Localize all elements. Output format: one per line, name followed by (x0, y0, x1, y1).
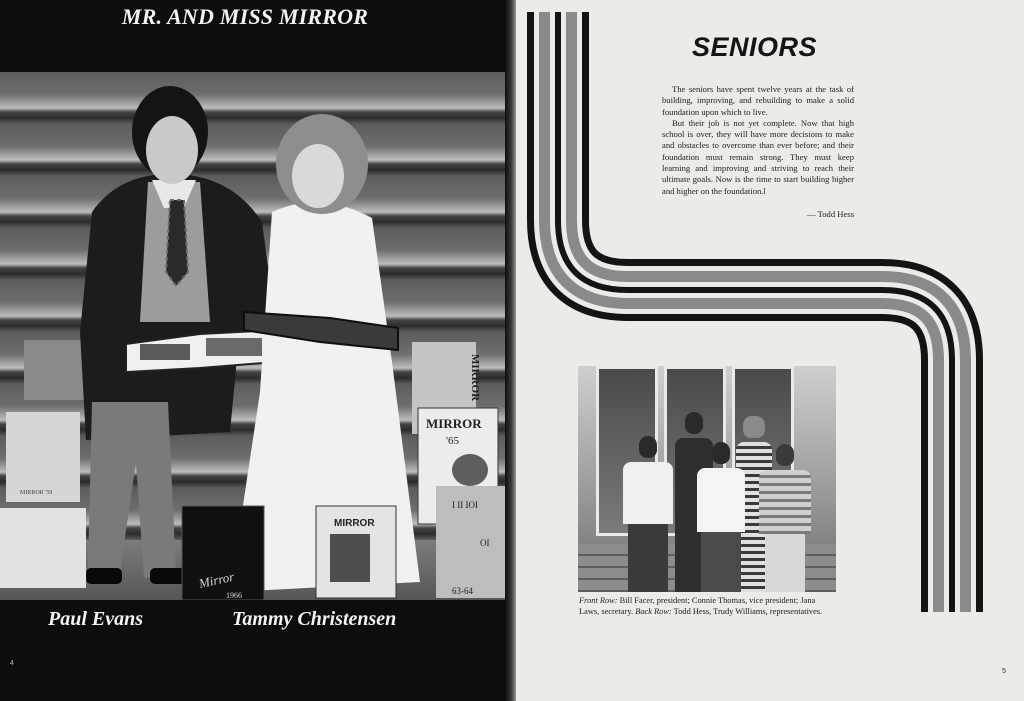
mirror-65-title: MIRROR (426, 416, 482, 431)
mirror-1966-year: 1966 (226, 591, 242, 600)
person-head (776, 444, 794, 466)
mirror-yearbook-art (330, 534, 370, 582)
intro-paragraph-1: The seniors have spent twelve years at the task of building, improving, and rebuilding to make a solid foundation upon which to live. (662, 84, 854, 117)
person-head (743, 416, 765, 438)
person-front-right (758, 444, 812, 592)
seniors-title: SENIORS (692, 32, 818, 62)
white-book (0, 508, 86, 588)
pennant-text-1: I II IOI (452, 500, 478, 510)
mr-miss-mirror-photo (0, 72, 505, 600)
mirror-banner-text: MIRROR (469, 354, 481, 402)
honoree-male-name: Paul Evans (48, 608, 144, 630)
person-head (639, 436, 657, 458)
person-pants (765, 534, 805, 592)
person-shirt (623, 462, 673, 524)
female-face (292, 144, 344, 208)
male-trousers (88, 402, 176, 578)
person-front-left (622, 436, 674, 592)
person-jeans (701, 532, 741, 592)
left-page-title: MR. AND MISS MIRROR (121, 4, 369, 29)
mascot-drawing (452, 454, 488, 486)
right-page (516, 0, 1024, 701)
mirror-1966-title: Mirror (197, 568, 236, 591)
person-jeans (628, 524, 668, 592)
honoree-female-name: Tammy Christensen (232, 608, 397, 630)
intro-byline: — Todd Hess (807, 209, 854, 219)
book-stack (24, 340, 90, 400)
person-shirt (697, 468, 745, 532)
intro-paragraph-2: But their job is not yet complete. Now that high school is over, they will have more decisions to make and obstacles to overcome than ever before; and their foundation must remain strong. They must keep learning and improving and striving to reach their ultimate goals. Now is the time to start building higher and higher on the foundation.l (662, 117, 854, 196)
old-yearbook (6, 412, 80, 502)
page-number-right: 5 (1002, 668, 1006, 675)
person-head (685, 412, 703, 434)
person-head (712, 442, 730, 464)
male-shoe-left (86, 568, 122, 584)
male-tie (166, 200, 188, 286)
pennant-text-3: 63-64 (452, 586, 473, 596)
photo-caption (579, 596, 837, 617)
photo-figures (0, 72, 505, 600)
person-front-middle (696, 442, 746, 592)
seniors-intro (662, 84, 854, 197)
caption-back-row-text: Todd Hess, Trudy Williams, representatives. (671, 606, 823, 616)
person-sweater (759, 470, 811, 534)
open-yearbook-photos-2 (206, 338, 262, 356)
caption-front-row-text: Bill Facer, president; Connie Thomas, vice president; Jana Laws, secretary. (579, 596, 816, 616)
small-book-label: MIRROR '59 (20, 490, 53, 496)
caption-front-row-label: Front Row: (579, 596, 618, 605)
open-yearbook-photos (140, 344, 190, 360)
male-face (146, 116, 198, 184)
mirror-yearbook-title: MIRROR (334, 518, 375, 529)
mirror-65-year: '65 (446, 435, 459, 447)
page-number-left: 4 (10, 660, 14, 667)
senior-officers-photo (578, 366, 836, 592)
pennant-text-2: OI (480, 538, 490, 548)
caption-back-row-label: Back Row: (635, 606, 672, 616)
